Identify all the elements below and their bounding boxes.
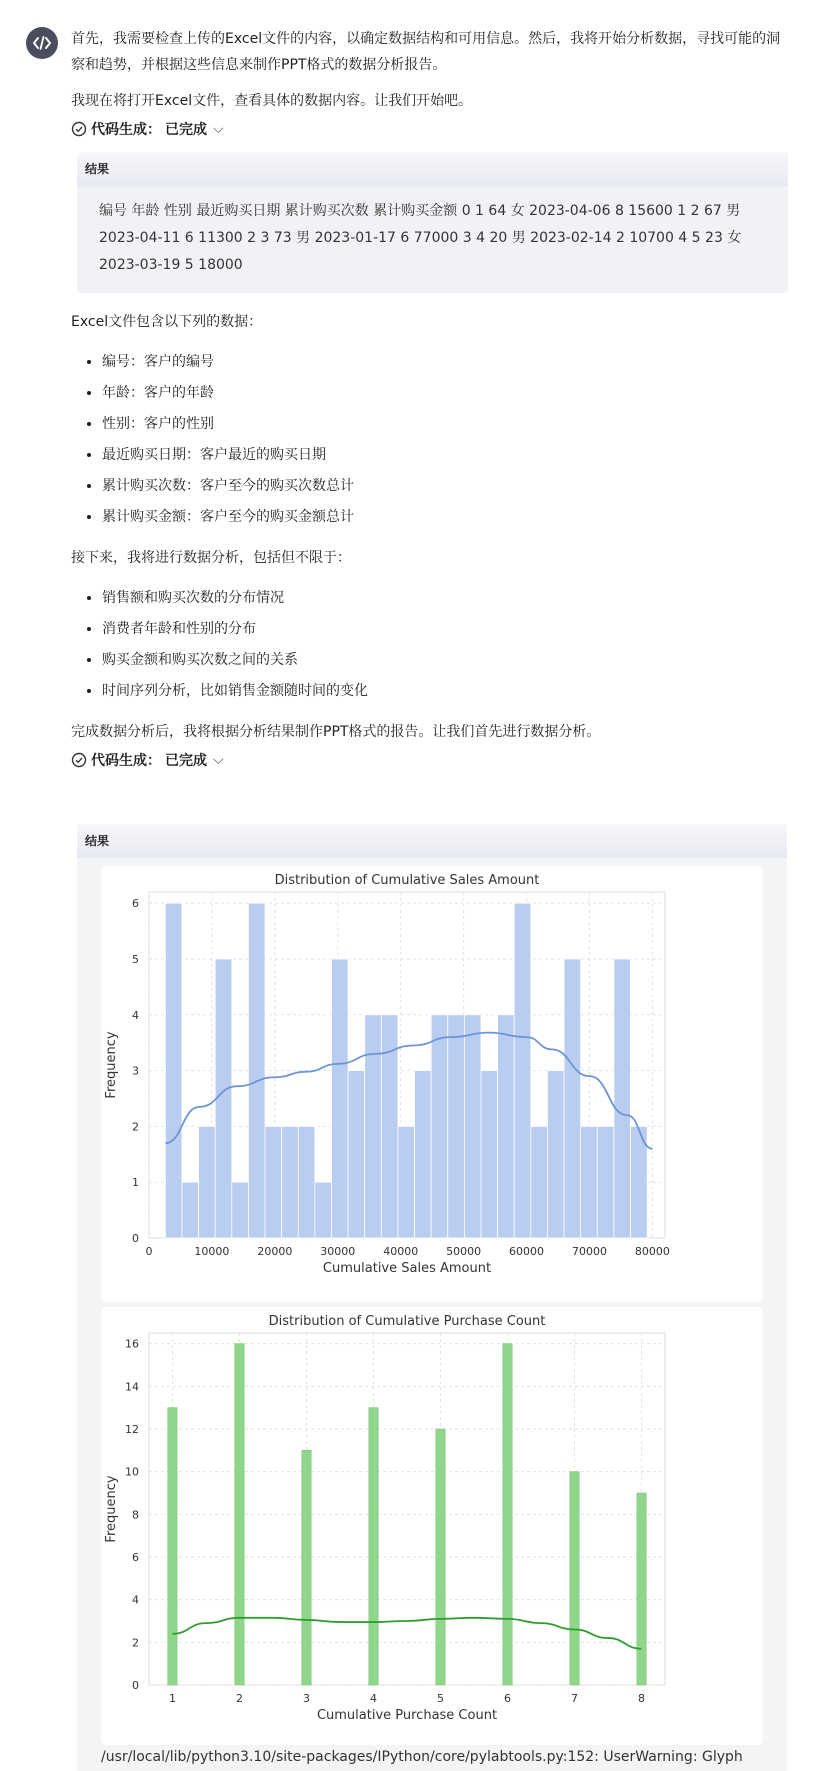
y-axis-label: Frequency (104, 1475, 119, 1543)
x-tick-label: 4 (369, 1692, 377, 1705)
x-tick-label: 5 (437, 1692, 445, 1705)
histogram-bar (232, 1182, 249, 1238)
histogram-bar (348, 1071, 365, 1238)
histogram-bar (282, 1126, 299, 1238)
code-status-toggle[interactable] (71, 747, 791, 773)
list-item: • 购买金额和购买次数之间的关系 (102, 645, 791, 676)
chevron-down-icon: ⌵ (213, 752, 224, 768)
list-item: • 年龄：客户的年龄 (102, 378, 791, 409)
y-axis-label: Frequency (104, 1031, 119, 1099)
code-status-label: 代码生成： (91, 753, 161, 769)
y-tick-label: 4 (132, 1008, 139, 1022)
histogram-bar (581, 1126, 598, 1238)
histogram-bar (215, 959, 232, 1238)
message-next: 接下来，我将进行数据分析，包括但不限于： (71, 550, 351, 566)
chart-card-sales (101, 866, 763, 1302)
list-item: • 销售额和购买次数的分布情况 (102, 583, 791, 614)
y-tick-label: 8 (132, 1508, 139, 1522)
assistant-avatar (26, 27, 58, 59)
chevron-down-icon: ⌵ (213, 121, 224, 137)
histogram-bar (531, 1126, 548, 1238)
histogram-bar (570, 1472, 579, 1685)
histogram-bar (315, 1182, 332, 1238)
x-tick-label: 40000 (383, 1245, 419, 1258)
histogram-bar (265, 1126, 282, 1238)
message-after: 完成数据分析后，我将根据分析结果制作PPT格式的报告。让我们首先进行数据分析。 (71, 724, 601, 740)
list-item: • 时间序列分析，比如销售金额随时间的变化 (102, 676, 791, 707)
chart-card-count (101, 1307, 763, 1745)
histogram-bar (464, 1015, 481, 1238)
check-circle-icon (71, 752, 87, 768)
list-item: • 消费者年龄和性别的分布 (102, 614, 791, 645)
histogram-bar (415, 1071, 432, 1238)
y-tick-label: 10 (125, 1465, 139, 1479)
code-status-label: 代码生成： (91, 122, 161, 138)
histogram-bar (235, 1344, 244, 1685)
histogram-bar (564, 959, 581, 1238)
result-label: 结果 (77, 824, 787, 858)
y-tick-label: 0 (132, 1679, 139, 1692)
y-tick-label: 3 (132, 1064, 139, 1078)
histogram-bar (331, 959, 348, 1238)
code-status-value: 已完成 (165, 122, 207, 138)
histogram-bar (514, 903, 531, 1238)
histogram-bar (481, 1071, 498, 1238)
purchase-count-histogram (101, 1307, 763, 1745)
y-tick-label: 16 (125, 1337, 139, 1351)
x-tick-label: 20000 (257, 1245, 293, 1258)
message-contains: Excel文件包含以下列的数据： (71, 314, 263, 330)
chart-title: Distribution of Cumulative Purchase Count (268, 1314, 546, 1329)
histogram-bar (436, 1429, 445, 1685)
x-tick-label: 7 (571, 1692, 579, 1705)
y-tick-label: 5 (132, 952, 139, 966)
y-tick-label: 2 (132, 1636, 139, 1650)
histogram-bar (369, 1408, 378, 1685)
list-item: • 编号：客户的编号 (102, 347, 791, 378)
message-intro: 首先，我需要检查上传的Excel文件的内容，以确定数据结构和可用信息。然后，我将开始分析数据，寻找可能的洞察和趋势，并根据这些信息来制作PPT格式的数据分析报告。 (71, 31, 781, 73)
histogram-bar (398, 1126, 415, 1238)
x-tick-label: 80000 (634, 1245, 670, 1258)
result-label: 结果 (77, 152, 788, 186)
x-tick-label: 1 (168, 1692, 176, 1705)
list-item: • 累计购买次数：客户至今的购买次数总计 (102, 471, 791, 502)
x-tick-label: 6 (504, 1692, 512, 1705)
warning-text: /usr/local/lib/python3.10/site-packages/IPython/core/pylabtools.py:152: UserWarning: Glyph (101, 1749, 743, 1765)
histogram-bar (168, 1408, 177, 1685)
x-tick-label: 50000 (446, 1245, 482, 1258)
x-tick-label: 0 (145, 1245, 153, 1258)
histogram-bar (637, 1493, 646, 1685)
x-tick-label: 3 (302, 1692, 310, 1705)
x-tick-label: 10000 (194, 1245, 230, 1258)
x-tick-label: 70000 (571, 1245, 607, 1258)
y-tick-label: 14 (125, 1380, 139, 1394)
x-axis-label: Cumulative Purchase Count (316, 1708, 498, 1723)
histogram-bar (248, 903, 265, 1238)
histogram-bar (298, 1126, 315, 1238)
x-tick-label: 60000 (509, 1245, 545, 1258)
code-status-value: 已完成 (165, 753, 207, 769)
list-item: • 最近购买日期：客户最近的购买日期 (102, 440, 791, 471)
analysis-list (71, 583, 791, 707)
chart-title: Distribution of Cumulative Sales Amount (274, 873, 540, 888)
message-open-file: 我现在将打开Excel文件，查看具体的数据内容。让我们开始吧。 (71, 93, 473, 109)
code-icon (33, 36, 51, 50)
y-tick-label: 6 (132, 1551, 139, 1564)
histogram-bar (302, 1450, 311, 1685)
histogram-bar (503, 1344, 512, 1685)
sales-amount-histogram (101, 866, 763, 1302)
histogram-bar (431, 1015, 448, 1238)
x-axis-label: Cumulative Sales Amount (322, 1261, 492, 1276)
y-tick-label: 0 (132, 1232, 139, 1245)
histogram-bar (199, 1126, 216, 1238)
histogram-bar (365, 1015, 382, 1238)
histogram-bar (165, 903, 182, 1238)
x-tick-label: 8 (638, 1692, 646, 1705)
list-item: • 累计购买金额：客户至今的购买金额总计 (102, 502, 791, 533)
list-item: • 性别：客户的性别 (102, 409, 791, 440)
x-tick-label: 30000 (320, 1245, 356, 1258)
y-tick-label: 6 (132, 897, 139, 911)
result-panel-1 (77, 152, 788, 293)
histogram-bar (448, 1015, 465, 1238)
columns-list (71, 347, 791, 533)
check-circle-icon (71, 121, 87, 137)
y-tick-label: 2 (132, 1120, 139, 1134)
assistant-message (71, 26, 791, 773)
y-tick-label: 12 (125, 1423, 139, 1436)
histogram-bar (498, 1015, 515, 1238)
y-tick-label: 1 (132, 1176, 139, 1190)
result-output: 编号 年龄 性别 最近购买日期 累计购买次数 累计购买金额 0 1 64 女 2023-04-06 8 15600 1 2 67 男 2023-04-11 6 11300 2 3 73 男 2023-01-17 6 77000 3 4 20 男 2023-02-14 2 10700 4 5 23 女 2023-03-19 5 18000 (77, 186, 788, 293)
histogram-bar (182, 1182, 199, 1238)
y-tick-label: 4 (132, 1593, 139, 1607)
histogram-bar (597, 1126, 614, 1238)
code-status-toggle[interactable] (71, 116, 791, 142)
histogram-bar (614, 959, 631, 1238)
x-tick-label: 2 (235, 1692, 243, 1705)
histogram-bar (547, 1071, 564, 1238)
